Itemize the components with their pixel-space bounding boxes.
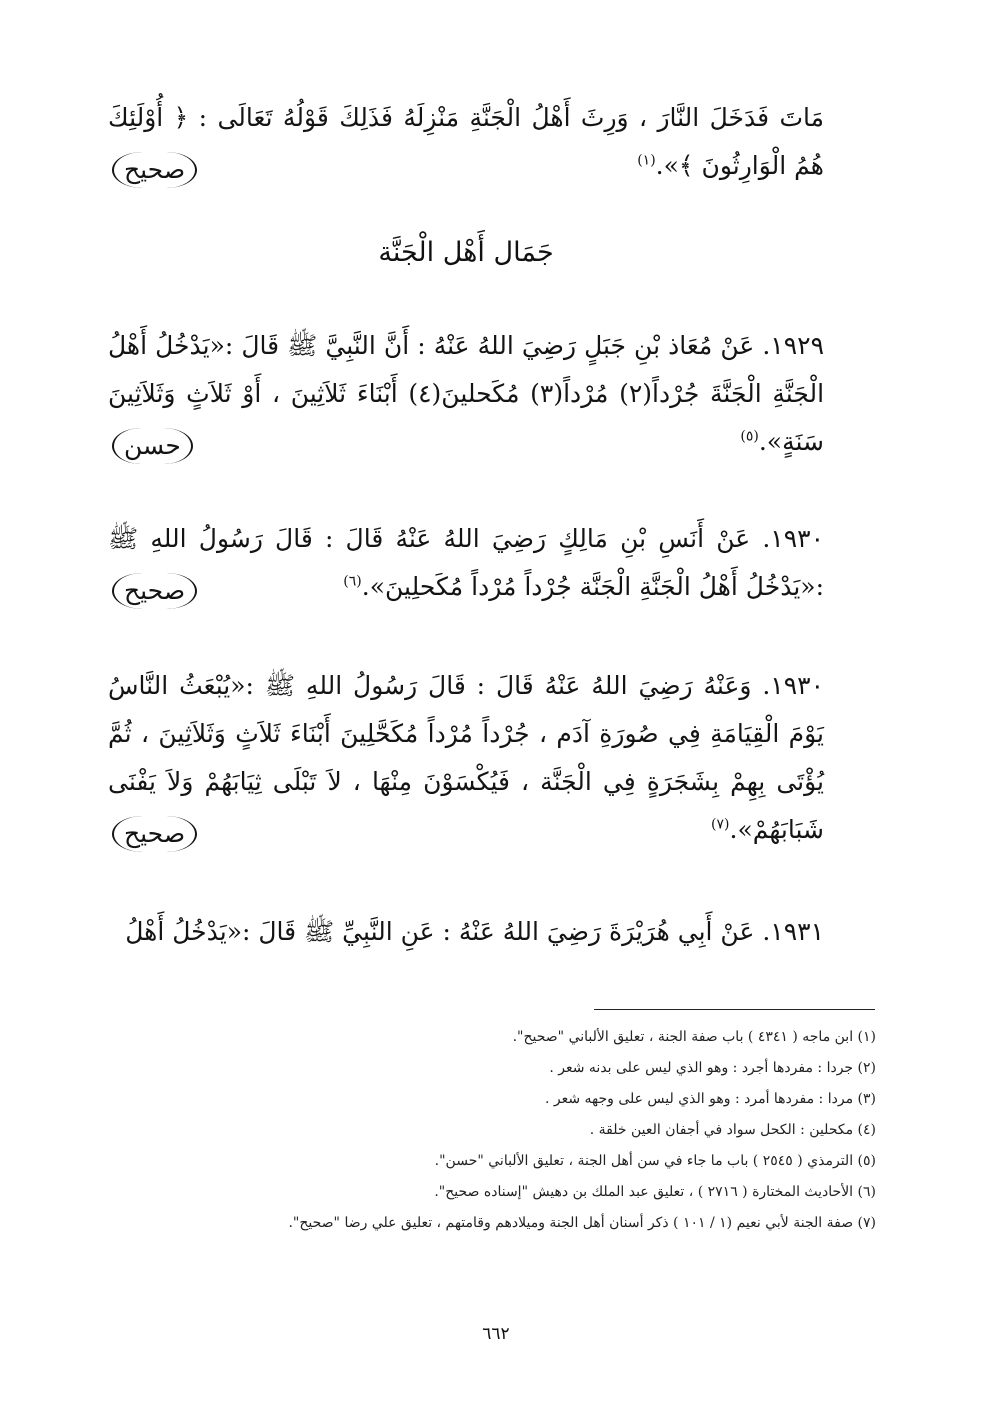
grade-badge: صحيح: [112, 816, 197, 852]
hadith-text: ١٩٣١. عَنْ أَبِي هُرَيْرَةَ رَضِيَ اللهُ عَنْهُ : عَنِ النَّبِيِّ ﷺ قَالَ :«يَدْخُلُ أَهْلُ: [125, 917, 824, 946]
hadith-text: ١٩٣٠. وَعَنْهُ رَضِيَ اللهُ عَنْهُ قَالَ : قَالَ رَسُولُ اللهِ ﷺ :«يُبْعَثُ النَّاسُ يَوْمَ الْقِيَامَةِ فِي صُورَةِ آدَم ، جُرْداً مُرْداً مُكَحَّلِينَ أَبْنَاءَ ثَلاَثٍ وَثَلاَثِينَ ، ثُمَّ يُؤْتَى بِهِمْ بِشَجَرَةٍ فِي الْجَنَّة ، فَيُكْسَوْنَ مِنْهَا ، لاَ تَبْلَى ثِيَابَهُمْ وَلاَ يَفْنَى شَبَابَهُمْ».: [108, 671, 824, 844]
grade-badge: حسن: [112, 428, 193, 464]
footnote-item: (٦) الأحاديث المختارة ( ٢٧١٦ ) ، تعليق عبد الملك بن دهيش "إسناده صحيح".: [434, 1184, 876, 1200]
hadith-1929: [108, 322, 824, 466]
hadith-1930-second: [108, 662, 824, 854]
footnote-ref-7: (٧): [711, 816, 730, 833]
footnote-ref-6: (٦): [343, 573, 362, 590]
hadith-text-block: [108, 662, 824, 854]
intro-text: مَاتَ فَدَخَلَ النَّارَ ، وَرِثَ أَهْلُ الْجَنَّةِ مَنْزِلَهُ فَذَلِكَ قَوْلُهُ تَعَالَى : ﴿ أُوْلَئِكَ هُمُ الْوَارِثُونَ ﴾».: [108, 103, 824, 180]
hadith-text-block: [108, 515, 824, 611]
hadith-text-block: [108, 322, 824, 466]
grade-badge: صحيح: [112, 573, 197, 609]
hadith-text: ١٩٢٩. عَنْ مُعَاذ بْنِ جَبَلٍ رَضِيَ اللهُ عَنْهُ : أَنَّ النَّبِيَّ ﷺ قَالَ :«يَدْخُلُ أَهْلُ الْجَنَّةِ الْجَنَّةَ جُرْداً(٢) مُرْداً(٣) مُكَحلينَ(٤) أَبْنَاءَ ثَلاَثِينَ ، أَوْ ثَلاَثٍ وَثَلاَثِينَ سَنَةٍ».: [108, 331, 825, 456]
footnote-separator: [594, 1009, 875, 1010]
footnote-item: (٢) جردا : مفردها أجرد : وهو الذي ليس على بدنه شعر .: [549, 1060, 876, 1076]
footnote-ref-5: (٥): [740, 428, 759, 445]
grade-badge: صحيح: [112, 152, 197, 188]
section-heading: جَمَال أَهْل الْجَنَّة: [378, 237, 554, 268]
intro-paragraph: [108, 94, 824, 190]
hadith-1930: [108, 515, 824, 611]
footnotes: [200, 1022, 876, 1239]
intro-text-block: [108, 94, 824, 190]
footnote-item: (٥) الترمذي ( ٢٥٤٥ ) باب ما جاء في سن أهل الجنة ، تعليق الألباني "حسن".: [434, 1153, 876, 1169]
footnote-item: (٣) مردا : مفردها أمرد : وهو الذي ليس على وجهه شعر .: [544, 1091, 876, 1107]
footnote-item: (٤) مكحلين : الكحل سواد في أجفان العين خلقة .: [589, 1122, 876, 1138]
hadith-text: ١٩٣٠. عَنْ أَنَسِ بْنِ مَالِكٍ رَضِيَ اللهُ عَنْهُ قَالَ : قَالَ رَسُولُ اللهِ ﷺ :«يَدْخُلُ أَهْلُ الْجَنَّةِ الْجَنَّة جُرْداً مُرْداً مُكَحلِينَ».: [108, 524, 824, 601]
page-number: ٦٦٢: [482, 1324, 510, 1344]
footnote-ref-1: (١): [637, 152, 656, 169]
hadith-text-block: [108, 908, 824, 956]
footnote-item: (١) ابن ماجه ( ٤٣٤١ ) باب صفة الجنة ، تعليق الألباني "صحيح".: [512, 1029, 876, 1045]
hadith-1931: [108, 908, 824, 956]
footnote-item: (٧) صفة الجنة لأبي نعيم (١ / ١٠١ ) ذكر أسنان أهل الجنة وميلادهم وقامتهم ، تعليق علي رضا "صحيح".: [288, 1215, 876, 1231]
